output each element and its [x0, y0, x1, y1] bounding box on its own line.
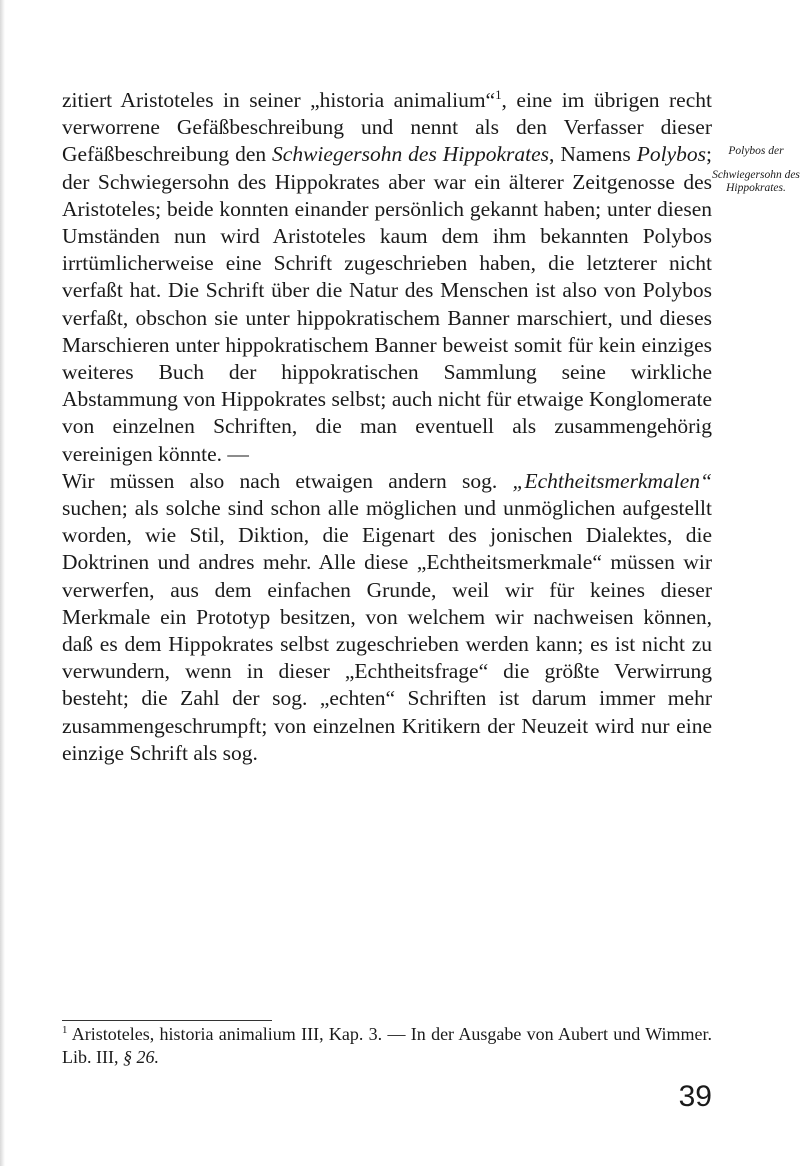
body-text [62, 87, 712, 767]
text-run: ; der Schwiegersohn des Hippokrates aber war ein älterer Zeitgenosse des Aristoteles; beide konnten einander persönlich gekannt haben; unter diesen Umständen nun wird Aristoteles kaum dem ihm bekannten Polybos irrtümlicherweise eine Schrift zugeschrieben haben, die letzterer nicht verfaßt hat. Die Schrift über die Natur des Menschen ist also von Polybos verfaßt, obschon sie unter hippokratischem Banner marschiert, und dieses Marschieren unter hippokratischem Banner beweist somit für kein einziges weiteres Buch der hippokratischen Sammlung seine wirkliche Abstammung von Hippokrates selbst; auch nicht für etwaige Konglomerate von einzelnen Schriften, die man eventuell als zusammengehörig vereinigen könnte. — [62, 142, 712, 466]
paragraph-1 [62, 87, 712, 468]
text-run: zitiert Aristoteles in seiner „historia animalium“ [62, 88, 496, 112]
footnote-reference: 1 [495, 87, 502, 102]
italic-run: § 26. [122, 1047, 159, 1067]
footnote-divider [62, 1020, 272, 1021]
text-run: , Namens [549, 142, 637, 167]
text-run: Aristoteles, historia animalium III, Kap. 3. — In der Ausgabe von Aubert und Wimmer. Lib. III, [62, 1024, 712, 1067]
margin-note-line: Schwiegersohn des [712, 169, 800, 181]
margin-note-line: Polybos der [728, 145, 784, 157]
margin-note [712, 145, 800, 195]
page-edge-shadow [0, 0, 5, 1166]
italic-run: Schwiegersohn des Hippokrates [272, 142, 550, 167]
italic-run: „Echtheitsmerkmalen“ [512, 468, 712, 493]
italic-run: Polybos [636, 142, 706, 167]
footnote [62, 1023, 712, 1069]
paragraph-2 [62, 468, 712, 767]
text-run: , eine im übrigen recht verworrene Gefäßbeschreibung und nennt als den Verfasser dieser Gefäßbeschreibung den [62, 88, 712, 167]
margin-note-line: Hippokrates. [726, 182, 786, 194]
page-number: 39 [678, 1080, 712, 1113]
text-run: Wir müssen also nach etwaigen andern sog. [62, 468, 513, 493]
text-run: suchen; als solche sind schon alle möglichen und unmöglichen aufgestellt worden, wie Stil, Diktion, die Eigenart des jonischen Dialektes, die Doktrinen und andres mehr. Alle diese „Echtheitsmerkmale“ müssen wir verwerfen, aus dem einfachen Grunde, weil wir für keines dieser Merkmale ein Prototyp besitzen, von welchem wir nachweisen können, daß es dem Hippokrates selbst zugeschrieben werden kann; es ist nicht zu verwundern, wenn in dieser „Echtheitsfrage“ die größte Verwirrung besteht; die Zahl der sog. „echten“ Schriften ist darum immer mehr zusammengeschrumpft; von einzelnen Kritikern der Neuzeit wird nur eine einzige Schrift als sog. [62, 496, 712, 765]
footnote-marker: 1 [62, 1024, 68, 1036]
